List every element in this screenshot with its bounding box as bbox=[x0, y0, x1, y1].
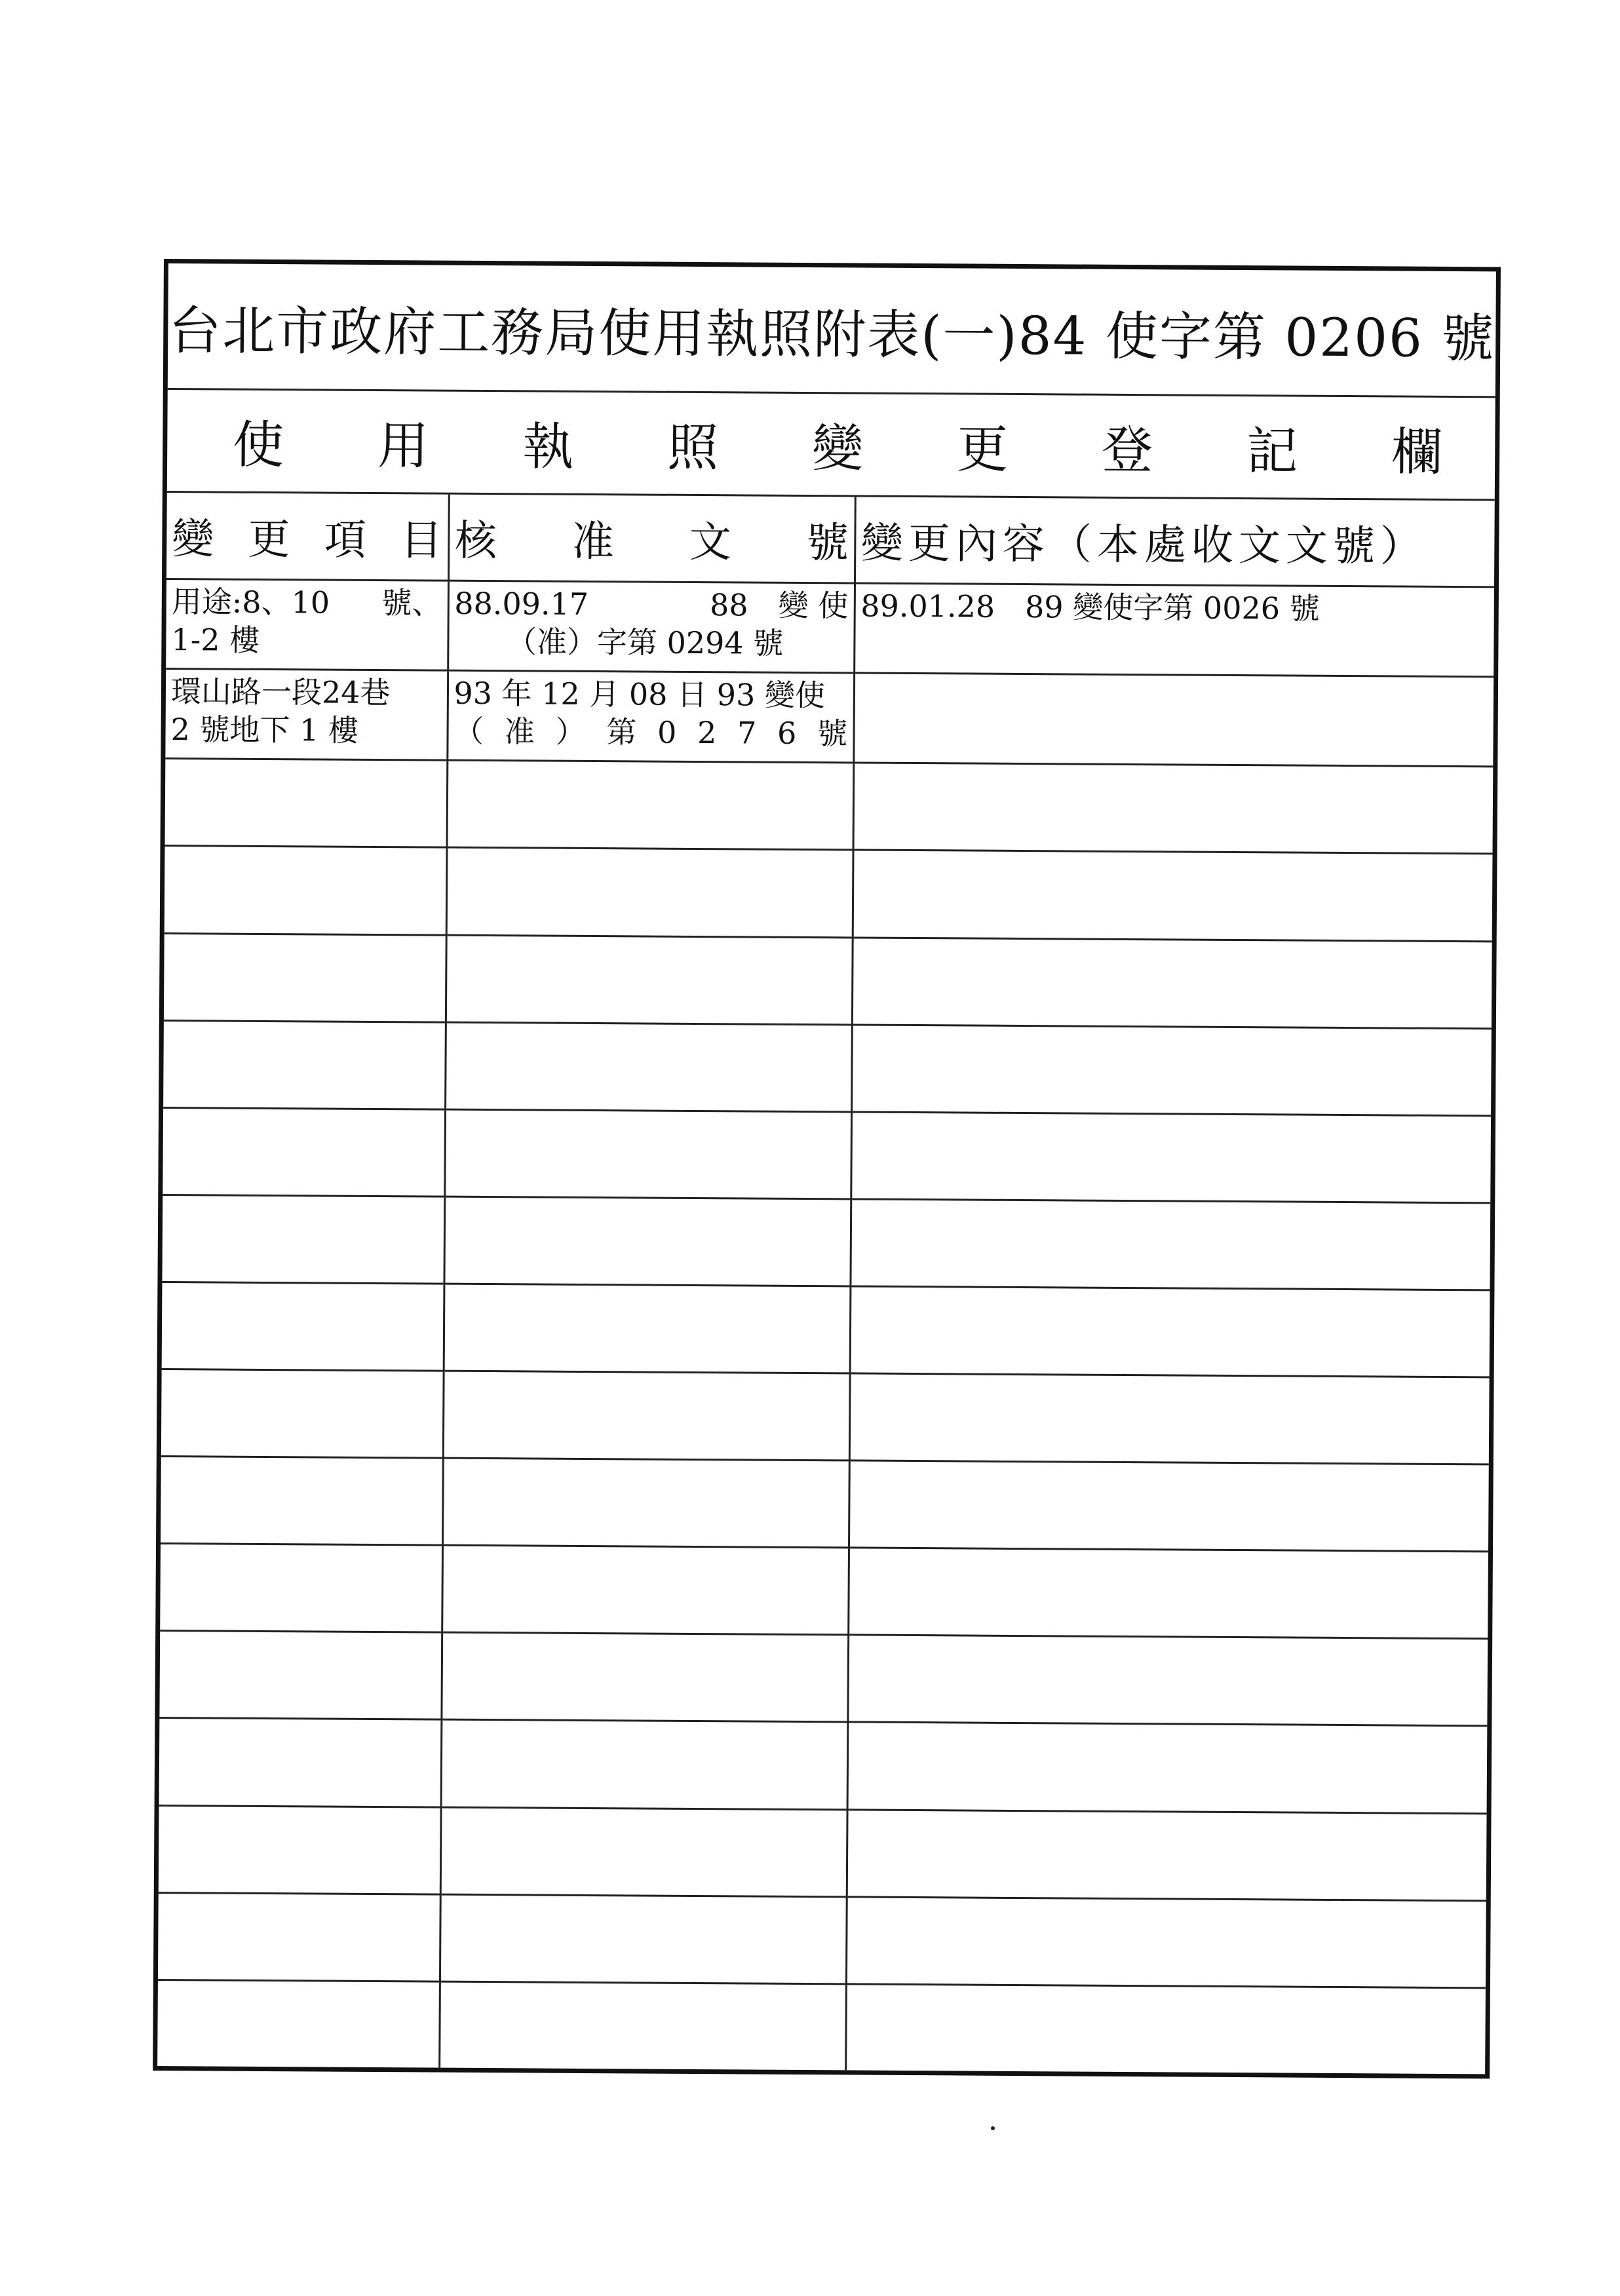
empty-cell bbox=[444, 1109, 851, 1199]
header-char: 核 bbox=[454, 516, 497, 566]
header-char: 文 bbox=[689, 518, 732, 567]
empty-cell bbox=[845, 1984, 1486, 2075]
empty-table-row bbox=[158, 1892, 1486, 1987]
approval-char: 號 bbox=[817, 716, 848, 752]
empty-cell bbox=[158, 1892, 440, 1981]
empty-table-row bbox=[161, 1369, 1490, 1464]
empty-table-row bbox=[162, 1282, 1490, 1377]
empty-cell bbox=[847, 1809, 1487, 1900]
item-text: 2 號地下 1 樓 bbox=[170, 712, 359, 749]
item-text: 環山路一段24巷 bbox=[170, 674, 391, 711]
empty-cell bbox=[163, 1020, 446, 1109]
approval-text: 88 變 使 bbox=[709, 587, 849, 624]
approval-char: 7 bbox=[737, 715, 757, 751]
approval-text: （准）字第 0294 號 bbox=[506, 624, 784, 661]
empty-cell bbox=[851, 1025, 1492, 1116]
table-row bbox=[166, 579, 1494, 678]
empty-cell bbox=[852, 938, 1492, 1029]
empty-table-row bbox=[159, 1631, 1488, 1726]
table-header-row bbox=[166, 493, 1495, 587]
empty-cell bbox=[440, 1807, 847, 1897]
header-change-content bbox=[855, 497, 1495, 587]
empty-cell bbox=[853, 850, 1493, 941]
empty-cell bbox=[446, 848, 853, 938]
content-text: 89.01.28 89 變使字第 0026 號 bbox=[860, 588, 1320, 626]
approval-char: 准 bbox=[504, 714, 535, 750]
header-char: 准 bbox=[571, 517, 615, 567]
change-register-table bbox=[157, 493, 1495, 2074]
empty-cell bbox=[442, 1458, 849, 1548]
empty-cell bbox=[441, 1720, 848, 1810]
empty-table-row bbox=[157, 1980, 1486, 2074]
empty-table-row bbox=[164, 846, 1493, 941]
section-title-char: 登 bbox=[1101, 421, 1153, 481]
empty-cell bbox=[853, 763, 1494, 854]
header-char: 項 bbox=[324, 516, 366, 565]
table-row bbox=[165, 669, 1494, 767]
empty-cell bbox=[164, 933, 446, 1022]
approval-number-cell bbox=[448, 581, 855, 673]
section-title-char: 照 bbox=[666, 418, 719, 478]
empty-table-row bbox=[159, 1718, 1488, 1813]
change-content-cell bbox=[854, 583, 1494, 677]
change-item-cell bbox=[166, 579, 448, 671]
approval-char: （ bbox=[453, 713, 484, 750]
section-title-char: 更 bbox=[956, 420, 1009, 480]
empty-cell bbox=[444, 1196, 851, 1286]
section-title bbox=[233, 389, 1443, 501]
section-title-char: 欄 bbox=[1391, 423, 1443, 482]
empty-cell bbox=[849, 1461, 1489, 1552]
empty-cell bbox=[847, 1722, 1488, 1813]
empty-cell bbox=[850, 1286, 1490, 1377]
header-char: 更 bbox=[248, 515, 290, 565]
scan-speck bbox=[991, 2126, 995, 2130]
approval-char: 6 bbox=[777, 715, 797, 752]
empty-table-row bbox=[160, 1544, 1488, 1639]
empty-cell bbox=[446, 935, 853, 1025]
empty-cell bbox=[163, 1107, 445, 1196]
empty-cell bbox=[447, 761, 854, 851]
approval-char: 0 bbox=[657, 714, 677, 751]
change-content-cell bbox=[853, 673, 1494, 767]
empty-cell bbox=[159, 1805, 441, 1894]
empty-table-row bbox=[164, 933, 1492, 1028]
empty-cell bbox=[161, 1369, 444, 1459]
empty-table-row bbox=[162, 1195, 1490, 1290]
empty-cell bbox=[162, 1195, 444, 1284]
section-header bbox=[167, 388, 1495, 501]
empty-table-row bbox=[163, 1020, 1492, 1115]
empty-cell bbox=[441, 1632, 848, 1722]
item-text: 1-2 樓 bbox=[171, 622, 260, 658]
header-char: 變 bbox=[172, 515, 214, 564]
empty-cell bbox=[849, 1373, 1490, 1464]
empty-cell bbox=[851, 1112, 1491, 1203]
empty-cell bbox=[442, 1545, 849, 1635]
content-text bbox=[860, 677, 1488, 681]
item-text: 用途:8、10 bbox=[171, 584, 330, 621]
empty-cell bbox=[161, 1457, 443, 1546]
empty-cell bbox=[159, 1718, 442, 1807]
header-text: 變更內容（本處收文文號） bbox=[860, 519, 1428, 571]
empty-table-row bbox=[165, 759, 1494, 854]
empty-table-row bbox=[159, 1805, 1487, 1900]
approval-char: 2 bbox=[697, 715, 717, 751]
section-title-char: 變 bbox=[811, 419, 864, 479]
empty-cell bbox=[164, 846, 447, 935]
empty-table-row bbox=[163, 1107, 1491, 1202]
header-char: 號 bbox=[806, 519, 849, 568]
empty-cell bbox=[160, 1544, 442, 1633]
empty-cell bbox=[157, 1980, 440, 2067]
form-title: 台北市政府工務局使用執照附表(一)84 使字第 0206 號 bbox=[168, 263, 1496, 398]
empty-cell bbox=[159, 1631, 442, 1720]
approval-number-cell bbox=[447, 670, 854, 763]
empty-cell bbox=[846, 1897, 1486, 1988]
empty-cell bbox=[162, 1282, 444, 1371]
change-item-cell bbox=[165, 669, 448, 761]
approval-char: 第 bbox=[606, 714, 637, 750]
empty-cell bbox=[847, 1635, 1488, 1726]
approval-char: ） bbox=[555, 714, 586, 750]
approval-text: 93 年 12 月 08 日 93 變使 bbox=[453, 675, 826, 714]
usage-license-form bbox=[153, 259, 1501, 2078]
empty-cell bbox=[443, 1371, 850, 1461]
header-change-item bbox=[166, 493, 449, 581]
section-title-char: 執 bbox=[522, 417, 574, 477]
section-title-char: 記 bbox=[1246, 422, 1298, 482]
empty-cell bbox=[445, 1022, 852, 1112]
empty-cell bbox=[439, 1981, 846, 2071]
header-char: 目 bbox=[400, 516, 443, 565]
approval-text: 88.09.17 bbox=[454, 585, 589, 622]
section-title-char: 用 bbox=[377, 416, 429, 476]
item-text: 號、 bbox=[381, 585, 442, 621]
empty-cell bbox=[165, 759, 448, 848]
section-title-char: 使 bbox=[232, 415, 284, 476]
empty-cell bbox=[848, 1548, 1488, 1639]
empty-cell bbox=[444, 1284, 851, 1373]
empty-cell bbox=[440, 1894, 847, 1984]
header-approval-number bbox=[448, 495, 855, 583]
empty-cell bbox=[850, 1199, 1490, 1290]
empty-table-row bbox=[161, 1457, 1489, 1552]
